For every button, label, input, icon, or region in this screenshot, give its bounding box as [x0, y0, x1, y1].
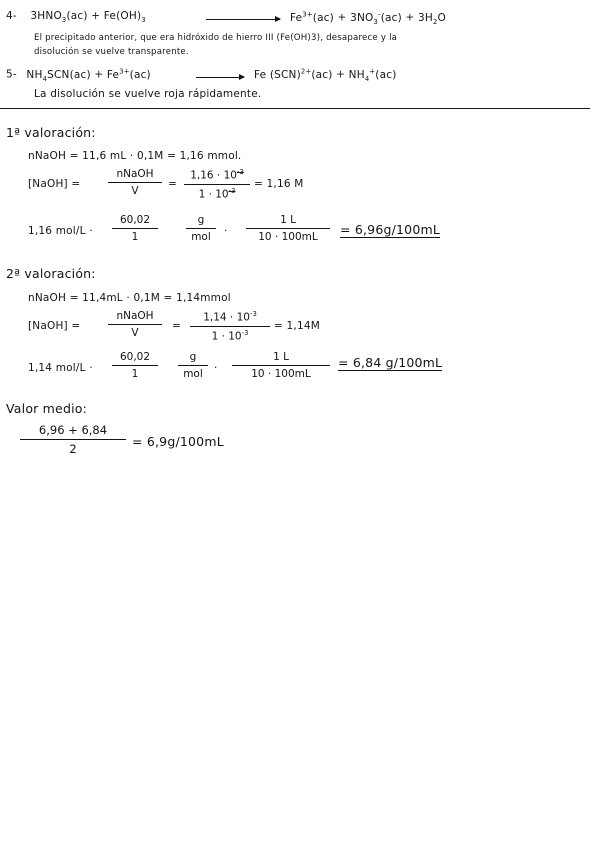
valoracion2-calc-lhs: 1,14 mol/L · [28, 362, 93, 374]
valoracion1-fraction-units: g mol [186, 214, 216, 243]
notebook-page: 4- $3HNO_3(ac) + Fe(OH)_3$ $Fe^{3+}(ac) + 3NO_3^-(ac) + 3H_2O$ El precipitado anterior, que era hidróxido de hierro III (Fe(OH)3), desaparece y la disolución se vuelve transparente. 5- $NH_4SCN(ac) + Fe^{3+}(ac)$ Fe $(SCN)^{2+}(ac) + NH_4^+(ac)$ La disolución se vuelve roja rápidamente. 1ª valoración: nNaOH = 11,6 mL · 0,1M = 1,16 mmol. [NaOH] = nNaOH V = $1,16 \cdot 10^{-3}$ $1 \cdot 10^{-3}$ = 1,16 M 1,16 mol/L · 60,02 1 g mol · 1 L 10 · 100mL = 6,96g/100mL 2ª valoración: nNaOH = 11,4mL · 0,1M = 1,14mmol [NaOH] = nNaOH V = $1,14 \cdot 10^{-3}$ $1 \cdot 10^{-3}$ = 1,14M 1,14 mol/L · 60,02 1 g mol · 1 L 10 · 100mL = 6,84 g/100mL Valor medio: 6,96 + 6,84 2 = 6,9g/100mL [0, 0, 600, 848]
valoracion1-conc-lhs: [NaOH] = [28, 178, 81, 190]
valoracion1-fraction-molar-mass: 60,02 1 [112, 214, 158, 243]
valoracion1-calc-lhs: 1,16 mol/L · [28, 225, 93, 237]
valor-medio-fraction: 6,96 + 6,84 2 [20, 423, 126, 456]
valoracion2-result: = 6,84 g/100mL [338, 355, 443, 370]
valoracion1-title: 1ª valoración: [6, 125, 96, 140]
s5-product1: Fe (SCN)$^{2+}$(ac) [254, 67, 333, 81]
reaction-arrow-icon [196, 77, 244, 78]
s5-product2: $NH_4^+(ac)$ [348, 67, 397, 83]
valoracion2-fraction-units: g mol [178, 351, 208, 380]
section5-equation: 5- $NH_4SCN(ac) + Fe^{3+}(ac)$ [6, 67, 151, 83]
s4-product2: $3NO_3^-(ac)$ [350, 10, 402, 26]
s4-product1: $Fe^{3+}(ac)$ [290, 10, 334, 24]
s5-reactant1: $NH_4SCN(ac)$ [26, 68, 91, 83]
s4-reactant2: $Fe(OH)_3$ [103, 10, 146, 25]
valor-medio-title: Valor medio: [6, 401, 88, 416]
valoracion2-conc-fraction: nNaOH V [108, 310, 162, 339]
valoracion1-result: = 6,96g/100mL [340, 222, 441, 237]
section5-text-line1: La disolución se vuelve roja rápidamente. [34, 88, 262, 100]
section4-text-line1: El precipitado anterior, que era hidróxido de hierro III (Fe(OH)3), desaparece y la [34, 33, 398, 43]
valoracion2-title: 2ª valoración: [6, 266, 96, 281]
section4-text-line2: disolución se vuelve transparente. [34, 47, 189, 57]
valoracion2-fraction-molar-mass: 60,02 1 [112, 351, 158, 380]
section4-equation: 4- $3HNO_3(ac) + Fe(OH)_3$ [6, 10, 146, 25]
section4-label: 4- [6, 10, 17, 22]
s5-reactant2: $Fe^{3+}(ac)$ [106, 67, 151, 81]
section5-products: Fe $(SCN)^{2+}(ac) + NH_4^+(ac)$ [254, 67, 397, 83]
valoracion1-moles: nNaOH = 11,6 mL · 0,1M = 1,16 mmol. [28, 150, 242, 162]
section4-products: $Fe^{3+}(ac) + 3NO_3^-(ac) + 3H_2O$ [290, 10, 446, 26]
valoracion2-conc-fraction2: $1,14 \cdot 10^{-3}$ $1 \cdot 10^{-3}$ [190, 310, 270, 342]
reaction-arrow-icon [206, 19, 280, 20]
s4-product3: $3H_2O$ [418, 11, 446, 26]
valoracion1-fraction-volume: 1 L 10 · 100mL [246, 214, 330, 243]
section-divider [0, 108, 590, 109]
valoracion2-moles: nNaOH = 11,4mL · 0,1M = 1,14mmol [28, 292, 231, 304]
valoracion2-fraction-volume: 1 L 10 · 100mL [232, 351, 330, 380]
valoracion1-conc-fraction2: $1,16 \cdot 10^{-3}$ $1 \cdot 10^{-3}$ [184, 168, 250, 200]
valoracion1-conc-fraction: nNaOH V [108, 168, 162, 197]
valor-medio-result: = 6,9g/100mL [132, 434, 224, 449]
valoracion2-conc-result: = 1,14M [274, 320, 320, 332]
s4-reactant1: $3HNO_3(ac)$ [30, 10, 88, 25]
valoracion1-conc-result: = 1,16 M [254, 178, 304, 190]
valoracion2-conc-lhs: [NaOH] = [28, 320, 81, 332]
section5-label: 5- [6, 68, 17, 81]
